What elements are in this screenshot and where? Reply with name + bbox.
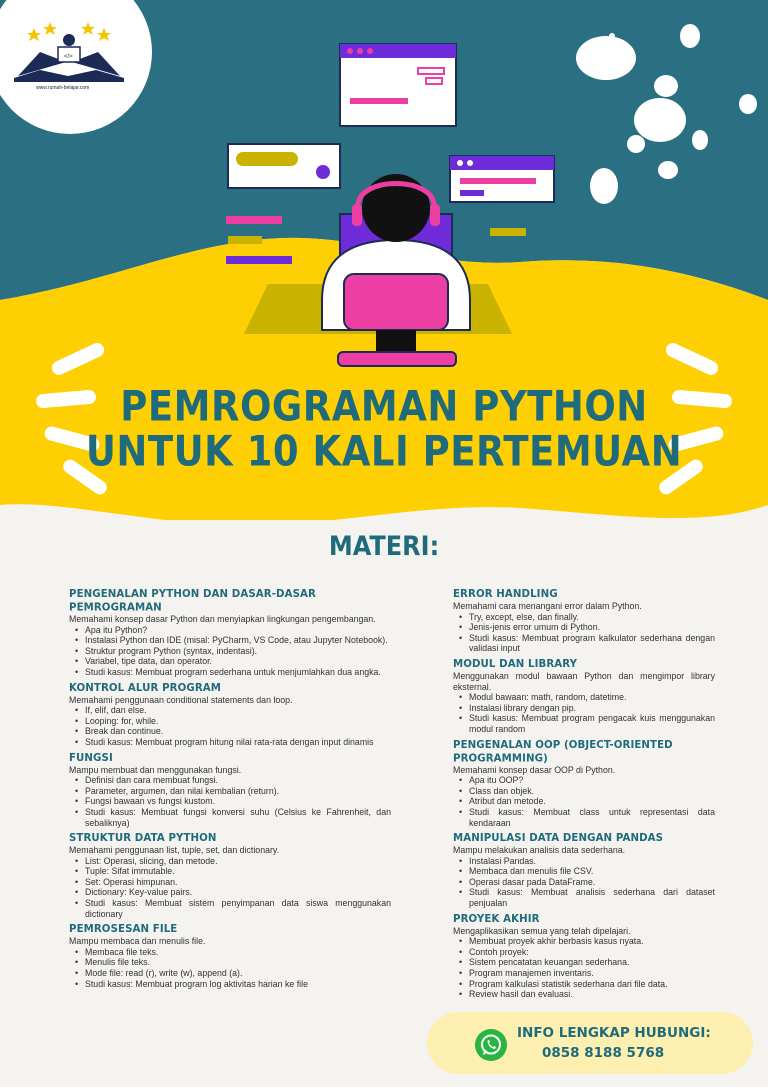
list-item: • Instalasi Python dan IDE (misal: PyCharm, VS Code, atau Jupyter Notebook).: [85, 635, 391, 646]
list-item: • Studi kasus: Membuat program kalkulator sederhana dengan validasi input: [469, 633, 715, 654]
list-item: • Definisi dan cara membuat fungsi.: [85, 775, 391, 786]
list-item: • Membuat proyek akhir berbasis kasus nyata.: [469, 936, 715, 947]
list-item: • Studi kasus: Membuat class untuk representasi data kendaraan: [469, 807, 715, 828]
contact-box[interactable]: [427, 1012, 753, 1074]
section-kontrol-alur: [69, 682, 391, 748]
browser-window-top: [340, 44, 456, 126]
list-item: • Break dan continue.: [85, 726, 391, 737]
left-column: [69, 588, 391, 993]
list-item: • Parameter, argumen, dan nilai kembalian (return).: [85, 786, 391, 797]
section-desc: Memahami penggunaan list, tuple, set, dan dictionary.: [69, 845, 280, 856]
section-desc: Memahami penggunaan conditional statements dan loop.: [69, 694, 293, 705]
list-item: • Instalasi Pandas.: [469, 856, 715, 867]
section-desc: Memahami konsep dasar OOP di Python.: [453, 764, 616, 775]
chat-bubble-window: [228, 144, 340, 188]
list-item: • Mode file: read (r), write (w), append (a).: [85, 968, 391, 979]
section-desc: Mampu membaca dan menulis file.: [69, 936, 206, 947]
whatsapp-icon[interactable]: [475, 1029, 507, 1061]
list-item: • List: Operasi, slicing, dan metode.: [85, 856, 391, 867]
section-title: FUNGSI: [69, 752, 113, 764]
section-title: MANIPULASI DATA DENGAN PANDAS: [453, 832, 664, 845]
section-desc: Menggunakan modul bawaan Python dan mengimpor library eksternal.: [453, 670, 715, 692]
section-desc: Mampu membuat dan menggunakan fungsi.: [69, 764, 242, 775]
list-item: • Review hasil dan evaluasi.: [469, 989, 715, 1000]
list-item: • Menulis file teks.: [85, 957, 391, 968]
section-desc: Memahami cara menangani error dalam Python.: [453, 601, 642, 611]
list-item: • Modul bawaan: math, random, datetime.: [469, 692, 715, 703]
section-title: PROYEK AKHIR: [453, 913, 540, 925]
list-item: • Program kalkulasi statistik sederhana dari file data.: [469, 979, 715, 990]
poster-title-line-1: PEMROGRAMAN PYTHON: [120, 382, 648, 431]
section-title: PENGENALAN PYTHON DAN DASAR-DASAR PEMROGRAMAN: [69, 588, 316, 614]
materi-heading: MATERI:: [328, 530, 440, 562]
section-pemrosesan-file: [69, 923, 391, 989]
section-oop: [453, 739, 715, 829]
list-item: • Atribut dan metode.: [469, 796, 715, 807]
list-item: • Operasi dasar pada DataFrame.: [469, 877, 715, 888]
section-desc: Mampu melakukan analisis data sederhana.: [453, 845, 626, 856]
list-item: • Apa itu Python?: [85, 625, 391, 636]
logo-url: www.rumah-belajar.com: [36, 85, 90, 91]
list-item: • Membaca dan menulis file CSV.: [469, 866, 715, 877]
section-modul-library: [453, 658, 715, 735]
list-item: • Studi kasus: Membuat program sederhana untuk menjumlahkan dua angka.: [85, 667, 391, 678]
section-desc: Memahami konsep dasar Python dan menyiapkan lingkungan pengembangan.: [69, 614, 376, 624]
list-item: • Set: Operasi himpunan.: [85, 877, 391, 888]
section-struktur-data: [69, 832, 391, 919]
list-item: • Apa itu OOP?: [469, 775, 715, 786]
section-title: MODUL DAN LIBRARY: [453, 658, 578, 671]
section-title: ERROR HANDLING: [453, 588, 558, 601]
section-error-handling: [453, 588, 715, 654]
section-title: PENGENALAN OOP (OBJECT-ORIENTED PROGRAMMING): [453, 738, 673, 765]
section-fungsi: [69, 752, 391, 829]
list-item: • Studi kasus: Membuat fungsi konversi suhu (Celsius ke Fahrenheit, dan sebaliknya): [85, 807, 391, 828]
list-item: • Sistem pencatatan keuangan sederhana.: [469, 957, 715, 968]
list-item: • Tuple: Sifat immutable.: [85, 866, 391, 877]
list-item: • Try, except, else, dan finally.: [469, 612, 715, 623]
list-item: • Studi kasus: Membuat program log aktivitas harian ke file: [85, 979, 391, 990]
section-pandas: [453, 832, 715, 909]
svg-text:</>: </>: [64, 54, 73, 60]
section-title: STRUKTUR DATA PYTHON: [69, 832, 217, 845]
list-item: • Program manajemen inventaris.: [469, 968, 715, 979]
list-item: • Studi kasus: Membuat program pengacak kuis menggunakan modul random: [469, 713, 715, 734]
contact-label: INFO LENGKAP HUBUNGI:: [517, 1025, 711, 1041]
list-item: • Variabel, tipe data, dan operator.: [85, 656, 391, 667]
list-item: • Studi kasus: Membuat program hitung nilai rata-rata dengan input dinamis: [85, 737, 391, 748]
section-proyek-akhir: [453, 913, 715, 1000]
section-title: KONTROL ALUR PROGRAM: [69, 682, 221, 694]
list-item: • Instalasi library dengan pip.: [469, 703, 715, 714]
section-title: PEMROSESAN FILE: [69, 923, 178, 936]
section-desc: Mengaplikasikan semua yang telah dipelajari.: [453, 925, 631, 936]
list-item: • If, elif, dan else.: [85, 705, 391, 716]
section-pengenalan-python: [69, 588, 391, 678]
right-column: [453, 588, 715, 1004]
list-item: • Membaca file teks.: [85, 947, 391, 958]
list-item: • Class dan objek.: [469, 786, 715, 797]
list-item: • Studi kasus: Membuat analisis sederhana dari dataset penjualan: [469, 887, 715, 908]
list-item: • Dictionary: Key-value pairs.: [85, 887, 391, 898]
poster-title-line-2: UNTUK 10 KALI PERTEMUAN: [85, 427, 683, 476]
contact-phone[interactable]: 0858 8188 5768: [542, 1045, 665, 1061]
list-item: • Contoh proyek:: [469, 947, 715, 958]
list-item: • Studi kasus: Membuat sistem penyimpanan data siswa menggunakan dictionary: [85, 898, 391, 919]
list-item: • Jenis-jenis error umum di Python.: [469, 622, 715, 633]
list-item: • Struktur program Python (syntax, indentasi).: [85, 646, 391, 657]
list-item: • Looping: for, while.: [85, 716, 391, 727]
list-item: • Fungsi bawaan vs fungsi kustom.: [85, 796, 391, 807]
browser-window-right: [450, 156, 554, 202]
